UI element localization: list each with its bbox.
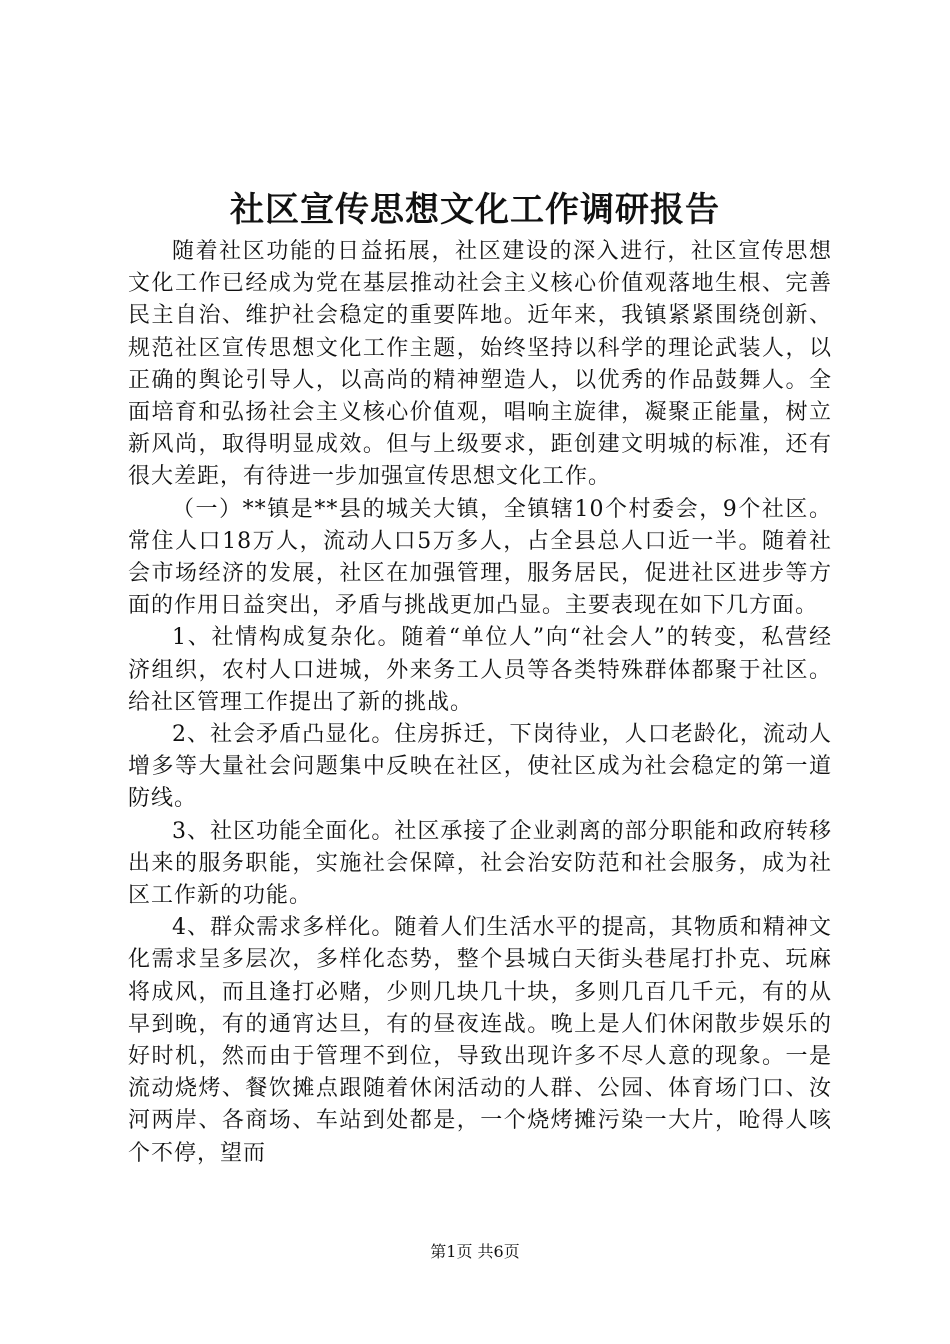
paragraph-intro: 随着社区功能的日益拓展，社区建设的深入进行，社区宣传思想文化工作已经成为党在基层推动社会主义核心价值观落地生根、完善民主自治、维护社会稳定的重要阵地。近年来，我镇紧紧围绕创新、规范社区宣传思想文化工作主题，始终坚持以科学的理论武装人，以正确的舆论引导人，以高尚的精神塑造人，以优秀的作品鼓舞人。全面培育和弘扬社会主义核心价值观，唱响主旋律，凝聚正能量，树立新风尚，取得明显成效。但与上级要求，距创建文明城的标准，还有很大差距，有待进一步加强宣传思想文化工作。 <box>128 239 832 490</box>
paragraph-item-2: 2、社会矛盾凸显化。住房拆迁，下岗待业，人口老龄化，流动人增多等大量社会问题集中反映在社区，使社区成为社会稳定的第一道防线。 <box>128 722 832 812</box>
paragraph-section-one: （一）**镇是**县的城关大镇，全镇辖10个村委会，9个社区。常住人口18万人，流动人口5万多人，占全县总人口近一半。随着社会市场经济的发展，社区在加强管理，服务居民，促进社区进步等方面的作用日益突出，矛盾与挑战更加凸显。主要表现在如下几方面。 <box>128 496 832 619</box>
document-title: 社区宣传思想文化工作调研报告 <box>230 190 720 230</box>
paragraph-item-4: 4、群众需求多样化。随着人们生活水平的提高，其物质和精神文化需求呈多层次，多样化态势，整个县城白天街头巷尾打扑克、玩麻将成风，而且逢打必赌，少则几块几十块，多则几百几千元，有的从早到晚，有的通宵达旦，有的昼夜连战。晚上是人们休闲散步娱乐的好时机，然而由于管理不到位，导致出现许多不尽人意的现象。一是流动烧烤、餐饮摊点跟随着休闲活动的人群、公园、体育场门口、汝河两岸、各商场、车站到处都是，一个烧烤摊污染一大片，呛得人咳个不停，望而 <box>128 915 832 1166</box>
page-number-footer: 第1页 共6页 <box>430 1242 520 1261</box>
paragraph-item-1: 1、社情构成复杂化。随着“单位人”向“社会人”的转变，私营经济组织，农村人口进城，外来务工人员等各类特殊群体都聚于社区。给社区管理工作提出了新的挑战。 <box>128 625 832 715</box>
document-body <box>128 236 832 1170</box>
paragraph-item-3: 3、社区功能全面化。社区承接了企业剥离的部分职能和政府转移出来的服务职能，实施社会保障，社会治安防范和社会服务，成为社区工作新的功能。 <box>128 818 832 909</box>
